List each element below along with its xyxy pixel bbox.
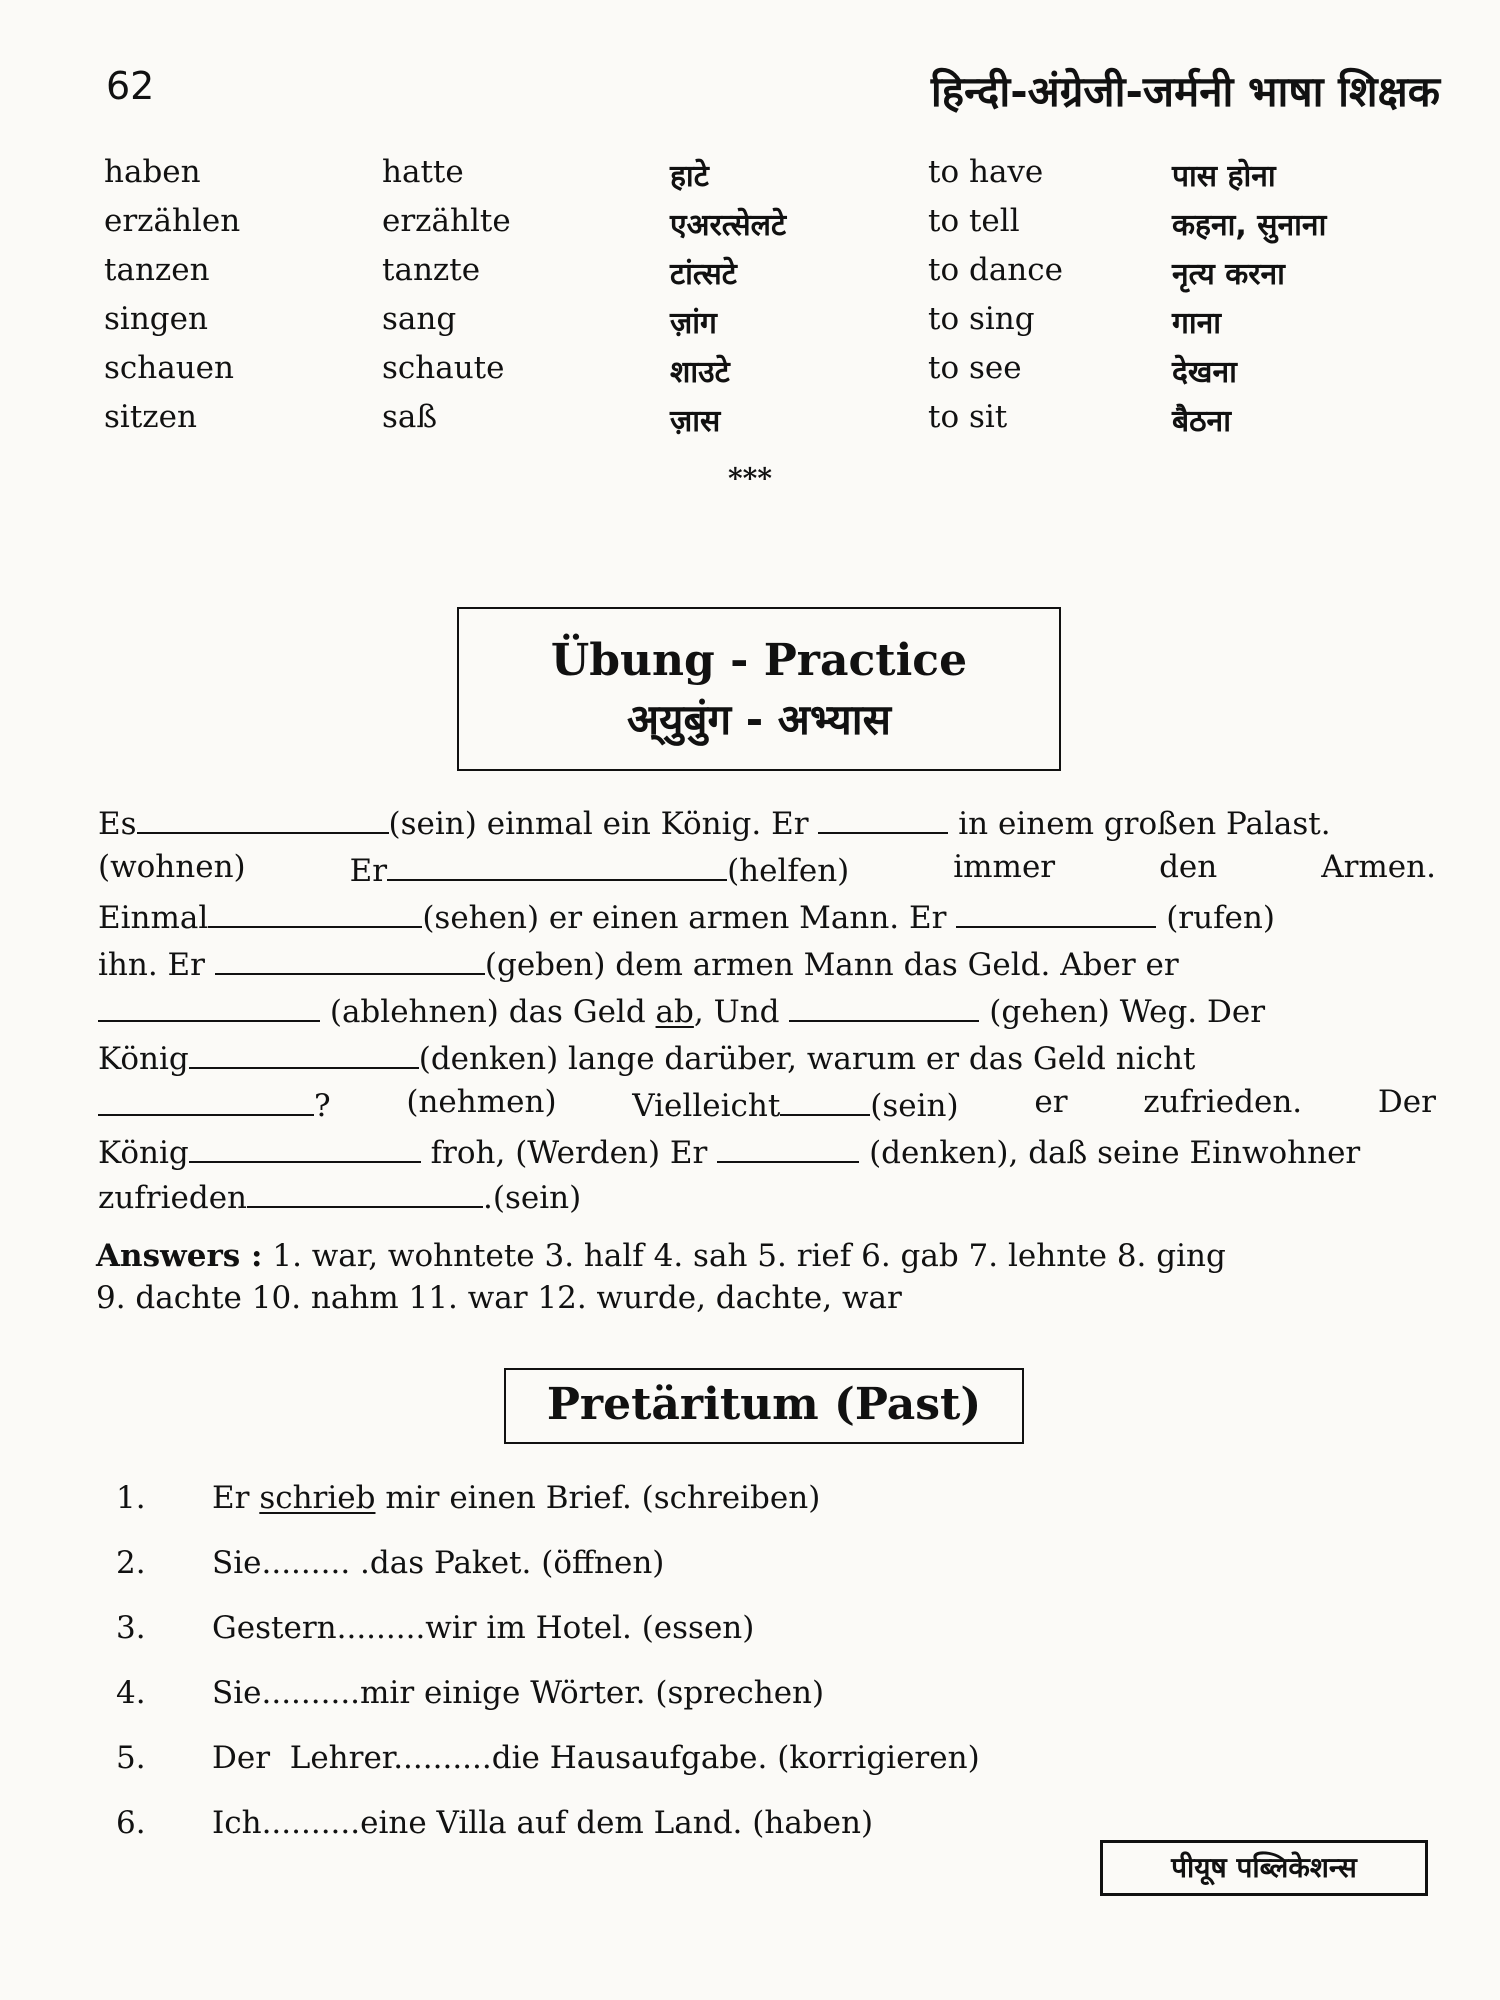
vocab-english: to sit [928,399,1008,435]
paragraph-text: (rufen) [1166,900,1275,936]
publisher-badge: पीयूष पब्लिकेशन्स [1100,1840,1428,1896]
vocab-past: hatte [382,154,464,190]
exercise-number: 4. [116,1675,146,1711]
paragraph-text: er [1034,1084,1068,1120]
paragraph-text: (denken), daß seine Einwohner [869,1135,1361,1171]
answer-blank[interactable] [98,1084,314,1116]
answers-line [96,1238,1436,1274]
vocab-hindi: पास होना [1172,159,1276,194]
vocab-english: to tell [928,203,1020,239]
answer-blank[interactable] [789,990,979,1022]
answer-blank[interactable] [189,1037,419,1069]
paragraph-text: (wohnen) [98,849,246,885]
paragraph-text: den [1159,849,1218,885]
exercise-text: Der Lehrer..........die Hausaufgabe. (korrigieren) [212,1740,980,1776]
paragraph-text: (denken) lange darüber, warum er das Geld nicht [418,1041,1196,1077]
exercise-text-part: mir einen Brief. (schreiben) [375,1480,821,1516]
paragraph-text: in einem großen Palast. [958,806,1331,842]
paragraph-text: König [98,1135,189,1171]
vocab-pronunciation: हाटे [670,159,709,194]
practice-heading-box [457,607,1061,771]
vocab-english: to dance [928,252,1063,288]
vocab-english: to see [928,350,1022,386]
paragraph-text: (nehmen) [406,1084,557,1120]
paragraph-text: zufrieden [98,1180,248,1216]
vocab-row [0,301,1500,349]
exercise-text-part: Er [212,1480,260,1516]
underlined-word: ab [655,994,694,1030]
vocab-past: erzählte [382,203,511,239]
practice-line [98,990,1436,1036]
paragraph-text: Er [349,853,388,889]
paragraph-text: zufrieden. [1143,1084,1303,1120]
vocab-english: to sing [928,301,1035,337]
answer-blank[interactable] [780,1084,870,1116]
exercise-number: 6. [116,1805,146,1841]
vocab-row [0,350,1500,398]
paragraph-text: froh, (Werden) Er [430,1135,708,1171]
paragraph-text: ? [314,1088,331,1124]
paragraph-text: Vielleicht [632,1088,781,1124]
practice-line [98,1176,1436,1222]
paragraph-text: (sein) einmal ein König. Er [388,806,809,842]
exercise-item [0,1740,1500,1790]
practice-line [98,1084,1436,1130]
paragraph-text: Einmal [98,900,209,936]
exercise-number: 5. [116,1740,146,1776]
vocab-german: singen [104,301,208,337]
answer-blank[interactable] [818,802,948,834]
past-tense-heading-box: Pretäritum (Past) [504,1368,1024,1444]
paragraph-text: , Und [693,994,780,1030]
vocab-english: to have [928,154,1044,190]
exercise-item [0,1545,1500,1595]
paragraph-text: (sehen) er einen armen Mann. Er [422,900,947,936]
vocab-german: tanzen [104,252,210,288]
answer-blank[interactable] [956,896,1156,928]
vocab-pronunciation: टांत्सटे [670,257,737,292]
vocab-pronunciation: ज़ास [670,404,721,439]
exercise-text: Sie......... .das Paket. (öffnen) [212,1545,665,1581]
vocab-row [0,252,1500,300]
practice-line [98,802,1436,848]
paragraph-text: (geben) dem armen Mann das Geld. Aber er [484,947,1179,983]
example-verb: schrieb [259,1480,376,1516]
exercise-text [212,1480,820,1516]
paragraph-text: .(sein) [483,1180,582,1216]
paragraph-text: (ablehnen) das Geld [329,994,646,1030]
answer-blank[interactable] [215,943,485,975]
vocab-past: tanzte [382,252,481,288]
exercise-number: 2. [116,1545,146,1581]
practice-line [98,1037,1436,1083]
practice-line [98,849,1436,895]
answer-blank[interactable] [189,1131,421,1163]
answers-line [96,1280,1436,1316]
answer-blank[interactable] [98,990,320,1022]
exercise-item [0,1610,1500,1660]
practice-line [98,896,1436,942]
practice-line [98,1131,1436,1177]
vocab-past: sang [382,301,457,337]
exercise-text: Ich..........eine Villa auf dem Land. (haben) [212,1805,874,1841]
answer-blank[interactable] [137,802,389,834]
section-separator: *** [728,462,772,495]
vocab-german: erzählen [104,203,241,239]
vocab-past: schaute [382,350,505,386]
page-number: 62 [106,64,155,108]
answer-blank[interactable] [247,1176,483,1208]
vocab-hindi: नृत्य करना [1172,257,1285,292]
exercise-text: Sie..........mir einige Wörter. (sprechen) [212,1675,825,1711]
paragraph-text: Armen. [1321,849,1436,885]
vocab-pronunciation: एअरत्सेलटे [670,208,787,243]
practice-title-hindi: अ्युबुंग - अभ्यास [627,695,891,744]
vocab-past: saß [382,399,438,435]
vocab-row [0,154,1500,202]
answers-label: Answers : [96,1238,263,1274]
paragraph-text: (sein) [870,1088,959,1124]
vocab-german: haben [104,154,201,190]
vocab-hindi: देखना [1172,355,1237,390]
vocab-hindi: गाना [1172,306,1222,341]
practice-title-german-english: Übung - Practice [550,635,968,686]
answers-text: 9. dachte 10. nahm 11. war 12. wurde, dachte, war [96,1280,902,1316]
paragraph-text: (gehen) Weg. Der [989,994,1266,1030]
practice-line [98,943,1436,989]
vocab-row [0,203,1500,251]
paragraph-text: immer [953,849,1056,885]
answer-blank[interactable] [208,896,422,928]
paragraph-text: Es [98,806,137,842]
answers-text: 1. war, wohntete 3. half 4. sah 5. rief 6. gab 7. lehnte 8. ging [272,1238,1226,1274]
paragraph-text: Der [1377,1084,1436,1120]
exercise-item [0,1480,1500,1530]
answer-blank[interactable] [717,1131,859,1163]
answer-blank[interactable] [387,849,727,881]
paragraph-text: König [98,1041,189,1077]
exercise-text: Gestern.........wir im Hotel. (essen) [212,1610,755,1646]
vocab-row [0,399,1500,447]
exercise-number: 1. [116,1480,146,1516]
vocab-german: sitzen [104,399,197,435]
paragraph-text: ihn. Er [98,947,206,983]
vocab-german: schauen [104,350,234,386]
vocab-hindi: बैठना [1172,404,1231,439]
vocab-pronunciation: ज़ांग [670,306,717,341]
exercise-item [0,1675,1500,1725]
paragraph-text: (helfen) [727,853,850,889]
vocab-hindi: कहना, सुनाना [1172,208,1327,243]
vocab-pronunciation: शाउटे [670,355,730,390]
running-header-title: हिन्दी-अंग्रेजी-जर्मनी भाषा शिक्षक [930,67,1440,116]
exercise-number: 3. [116,1610,146,1646]
